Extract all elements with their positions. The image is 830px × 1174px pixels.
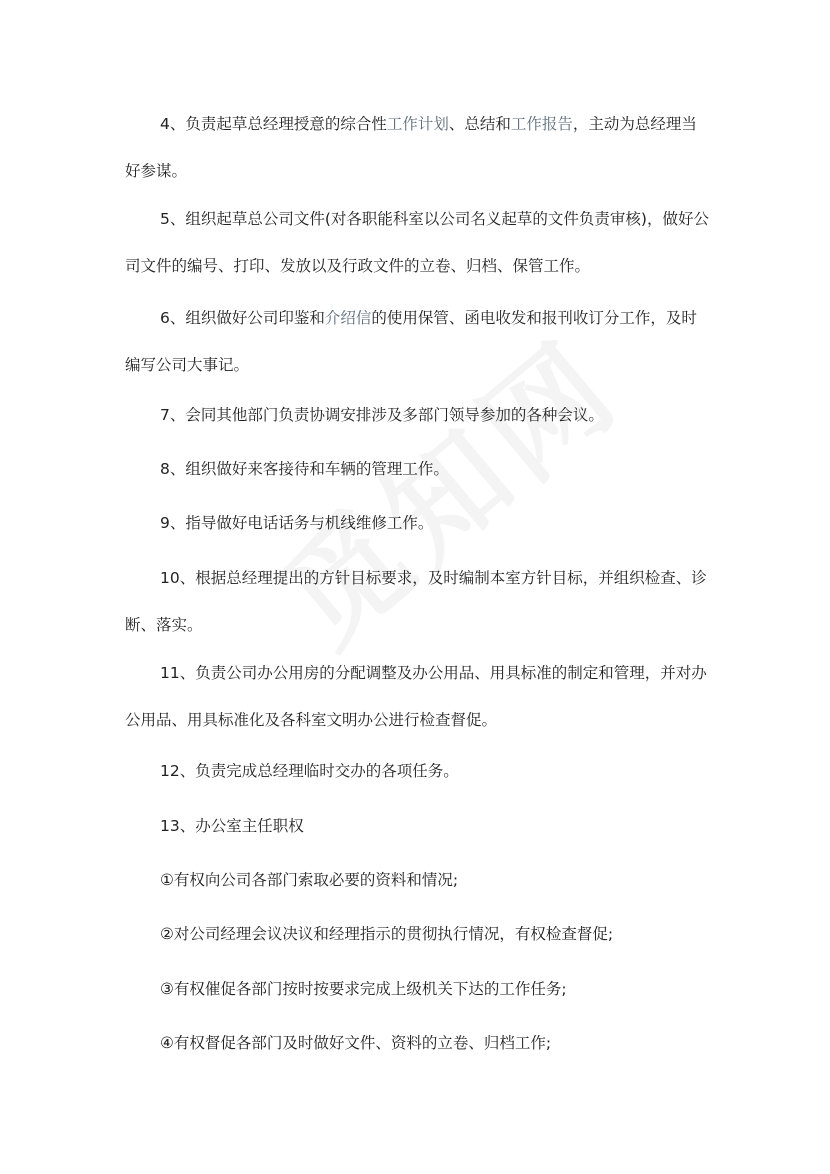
right-item-3: ③有权催促各部门按时按要求完成上级机关下达的工作任务; [160,980,567,998]
paragraph-4 [125,101,710,195]
paragraph-7: 7、会同其他部门负责协调安排涉及多部门领导参加的各种会议。 [160,406,604,424]
paragraph-12: 12、负责完成总经理临时交办的各项任务。 [160,762,459,780]
paragraph-text: 、总结和 [448,115,511,133]
paragraph-5: 5、组织起草总公司文件(对各职能科室以公司名义起草的文件负责审核)，做好公司文件的编号、打印、发放以及行政文件的立卷、归档、保管工作。 [125,210,709,275]
link-introduction-letter[interactable]: 介绍信 [324,309,372,327]
paragraph-text: 的使用保管、函电收发和报刊收订分工作，及时编写公司大事记。 [125,309,697,374]
paragraph-9: 9、指导做好电话话务与机线维修工作。 [160,514,434,532]
link-work-report[interactable]: 工作报告 [510,115,573,133]
right-item-2: ②对公司经理会议决议和经理指示的贯彻执行情况，有权检查督促; [160,925,614,943]
paragraph-11: 11、负责公司办公用房的分配调整及办公用品、用具标准的制定和管理，并对办公用品、用具标准化及各科室文明办公进行检查督促。 [125,664,707,729]
paragraph-text: 4、负责起草总经理授意的综合性 [160,115,387,133]
paragraph-10: 10、根据总经理提出的方针目标要求，及时编制本室方针目标，并组织检查、诊断、落实。 [125,569,707,634]
paragraph-text: 6、组织做好公司印鉴和 [160,309,325,327]
paragraph-8: 8、组织做好来客接待和车辆的管理工作。 [160,460,449,478]
right-item-4: ④有权督促各部门及时做好文件、资料的立卷、归档工作; [160,1034,552,1052]
link-work-plan[interactable]: 工作计划 [386,115,449,133]
paragraph-6 [125,295,710,389]
right-item-1: ①有权向公司各部门索取必要的资料和情况; [160,871,459,889]
paragraph-13: 13、办公室主任职权 [160,817,304,835]
paragraph-text: ，主动为总经理当好参谋。 [125,115,697,180]
